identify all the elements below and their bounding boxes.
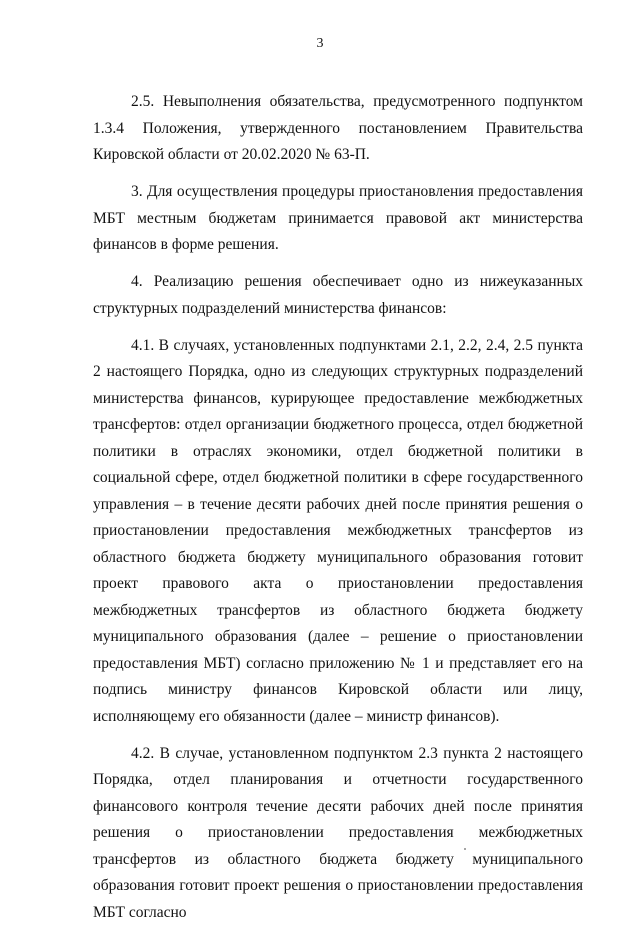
page-number: 3	[0, 36, 640, 52]
scan-speck	[464, 848, 466, 850]
paragraph-4-2: 4.2. В случае, установленном подпунктом 2.3 пункта 2 настоящего Порядка, отдел планирования и отчетности государственного финансового контроля течение десяти рабочих дней после принятия решения о приостановлении предоставления межбюджетных трансфертов из областного бюджета бюджету муниципального образования готовит проект решения о приостановлении предоставления МБТ согласно	[93, 741, 583, 926]
document-body	[93, 89, 583, 926]
paragraph-2-5: 2.5. Невыполнения обязательства, предусмотренного подпунктом 1.3.4 Положения, утвержденного постановлением Правительства Кировской области от 20.02.2020 № 63-П.	[93, 89, 583, 169]
paragraph-3: 3. Для осуществления процедуры приостановления предоставления МБТ местным бюджетам принимается правовой акт министерства финансов в форме решения.	[93, 179, 583, 259]
paragraph-4-1: 4.1. В случаях, установленных подпунктами 2.1, 2.2, 2.4, 2.5 пункта 2 настоящего Порядка, одно из следующих структурных подразделений министерства финансов, курирующее предоставление межбюджетных трансфертов: отдел организации бюджетного процесса, отдел бюджетной политики в отраслях экономики, отдел бюджетной политики в социальной сфере, отдел бюджетной политики в сфере государственного управления – в течение десяти рабочих дней после принятия решения о приостановлении предоставления межбюджетных трансфертов из областного бюджета бюджету муниципального образования готовит проект правового акта о приостановлении предоставления межбюджетных трансфертов из областного бюджета бюджету муниципального образования (далее – решение о приостановлении предоставления МБТ) согласно приложению № 1 и представляет его на подпись министру финансов Кировской области или лицу, исполняющему его обязанности (далее – министр финансов).	[93, 333, 583, 731]
paragraph-4: 4. Реализацию решения обеспечивает одно из нижеуказанных структурных подразделений министерства финансов:	[93, 269, 583, 322]
